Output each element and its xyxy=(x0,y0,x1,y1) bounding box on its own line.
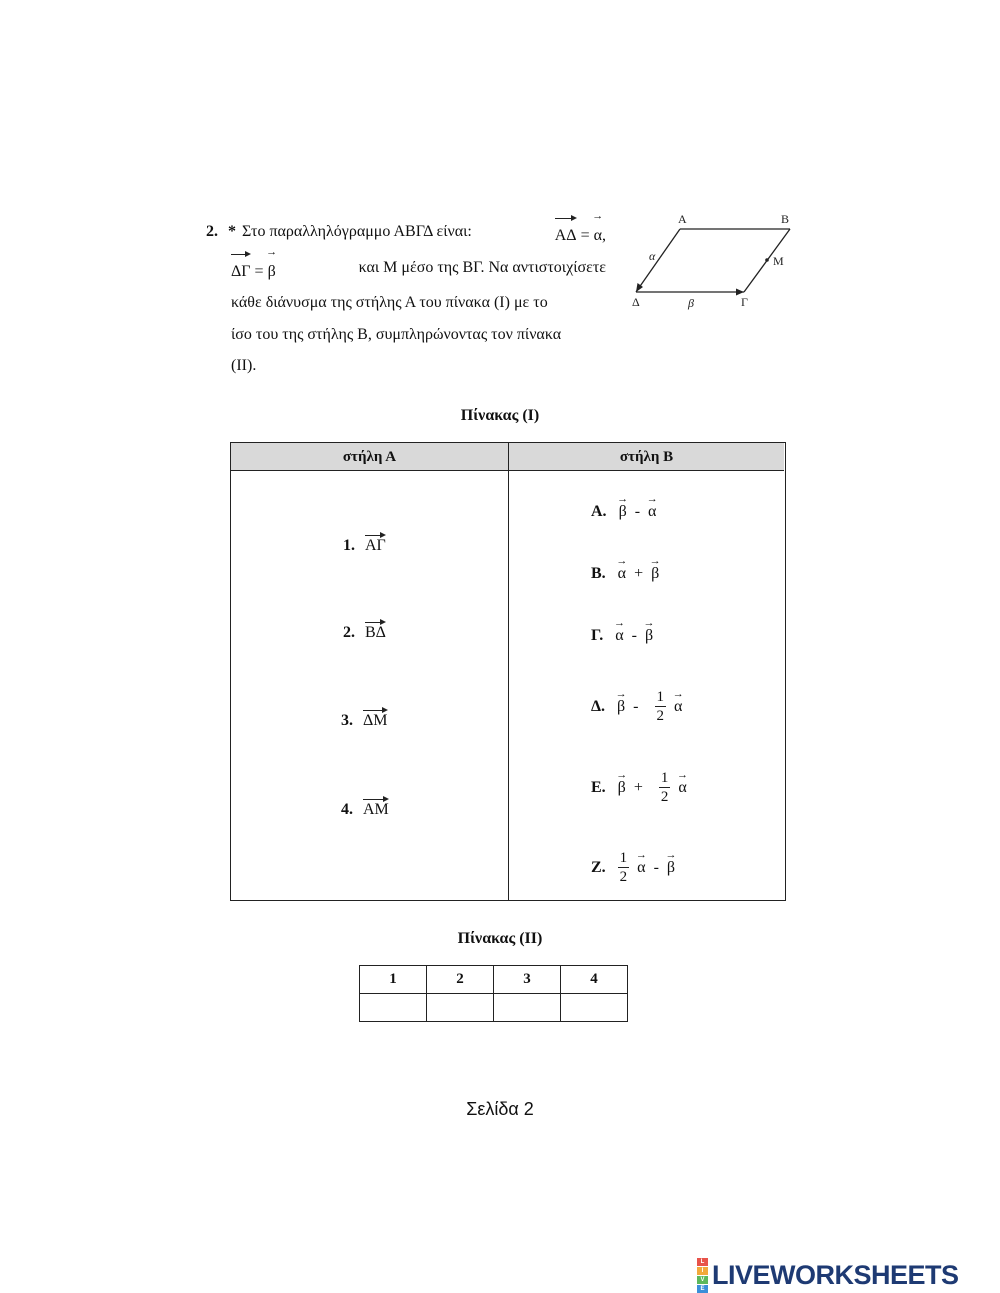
fraction-half: $\frac{1}{2}$ xyxy=(619,850,628,885)
answer-cell-3[interactable] xyxy=(494,994,561,1022)
side-ad xyxy=(636,229,680,292)
label-g: Γ xyxy=(741,295,748,309)
column-b-item-g: Γ. → α - → β xyxy=(591,617,655,644)
problem-statement xyxy=(206,210,606,382)
table2-caption: Πίνακας (ΙΙ) xyxy=(457,930,543,947)
vector-ad: ΑΔ xyxy=(555,216,577,252)
table1-caption: Πίνακας (Ι) xyxy=(460,407,540,424)
answer-cell-2[interactable] xyxy=(427,994,494,1022)
logo-text: LIVEWORKSHEETS xyxy=(712,1260,959,1290)
column-divider xyxy=(508,471,509,900)
column-b-item-b: Β. → α + → β xyxy=(591,555,661,582)
column-b-item-e: Ε. → β + $\frac{1}{2}$ → α xyxy=(591,768,689,805)
table-1 xyxy=(230,442,786,901)
table-2 xyxy=(359,965,628,1022)
problem-text-1: Στο παραλληλόγραμμο ΑΒΓΔ είναι: xyxy=(242,223,472,240)
problem-number: 2. xyxy=(206,223,218,240)
label-alpha: α xyxy=(649,249,656,263)
header-column-a: στήλη Α xyxy=(231,443,508,471)
problem-line-4: ίσο του της στήλης Β, συμπληρώνοντας τον πίνακα xyxy=(231,325,562,343)
column-a-item-2: 2. ΒΔ xyxy=(343,620,386,642)
label-d: Δ xyxy=(632,295,640,309)
page-number: Σελίδα 2 xyxy=(466,1099,534,1119)
answer-cell-1[interactable] xyxy=(360,994,427,1022)
label-a: Α xyxy=(678,212,687,226)
problem-line-1: 2. * Στο παραλληλόγραμμο ΑΒΓΔ είναι: ΑΔ = → α, xyxy=(206,216,606,252)
table2-header-row xyxy=(360,966,628,994)
problem-line-3: κάθε διάνυσμα της στήλης Α του πίνακα (Ι) με το xyxy=(231,294,548,311)
fraction-half: $\frac{1}{2}$ xyxy=(656,689,664,724)
vector-dg: ΔΓ xyxy=(231,252,251,288)
column-a-item-1: 1. ΑΓ xyxy=(343,533,386,555)
vector-beta: → β xyxy=(266,245,278,280)
table2-header-3: 3 xyxy=(494,966,561,994)
table2-header-2: 2 xyxy=(427,966,494,994)
answer-cell-4[interactable] xyxy=(561,994,628,1022)
problem-line-2: ΔΓ = → β και Μ μέσο της ΒΓ. Να αντιστοιχίσετε xyxy=(206,252,606,288)
liveworksheets-logo xyxy=(697,1258,959,1293)
label-m: Μ xyxy=(773,254,784,268)
table2-header-4: 4 xyxy=(561,966,628,994)
label-beta: β xyxy=(688,296,694,310)
table2-answer-row xyxy=(360,994,628,1022)
fraction-half: $\frac{1}{2}$ xyxy=(660,770,669,805)
midpoint-m xyxy=(765,258,769,262)
header-column-b: στήλη Β xyxy=(508,443,784,471)
column-b-item-z: Ζ. $\frac{1}{2}$ → α - → β xyxy=(591,848,677,885)
column-a-item-3: 3. ΔΜ xyxy=(341,708,388,730)
column-b-item-d: Δ. → β - $\frac{1}{2}$ → α xyxy=(591,687,684,724)
label-b: Β xyxy=(781,212,790,226)
logo-icon: L I V E xyxy=(697,1258,708,1293)
column-b-item-a: Α. → β - → α xyxy=(591,493,658,520)
table2-header-1: 1 xyxy=(360,966,427,994)
problem-text-2: και Μ μέσο της ΒΓ. Να αντιστοιχίσετε xyxy=(358,258,606,276)
column-a-item-4: 4. ΑΜ xyxy=(341,797,389,819)
problem-line-5: (ΙΙ). xyxy=(231,357,257,374)
vector-alpha: → α xyxy=(592,210,604,244)
parallelogram-diagram xyxy=(626,208,816,313)
star-marker: * xyxy=(228,223,236,240)
